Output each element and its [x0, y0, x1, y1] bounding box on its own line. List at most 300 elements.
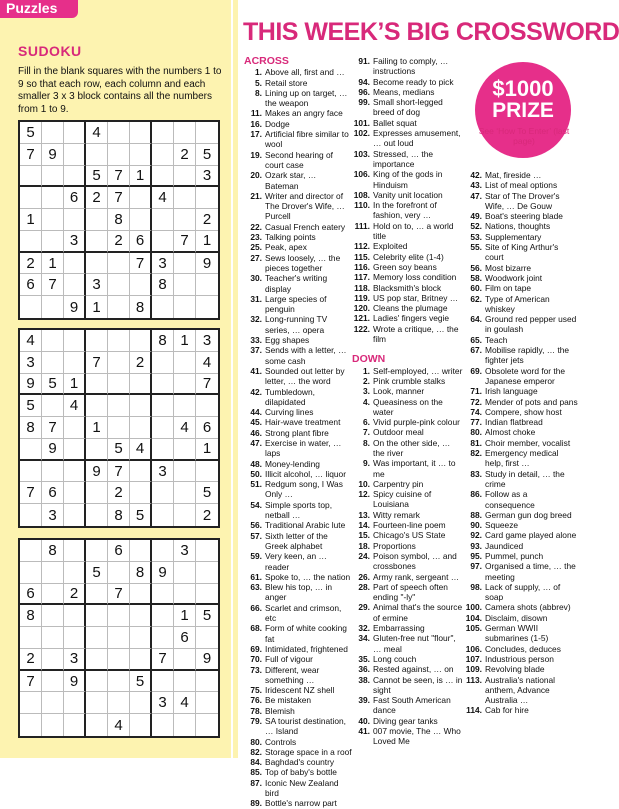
- clue-item: [352, 77, 464, 87]
- clue-item: [244, 685, 352, 695]
- sudoku-cell[interactable]: [64, 692, 86, 714]
- clue-number: 10.: [358, 478, 370, 489]
- clue-number: 8.: [255, 87, 262, 98]
- sudoku-cell[interactable]: [42, 231, 64, 253]
- sudoku-cell[interactable]: [152, 627, 174, 649]
- sudoku-cell[interactable]: [152, 374, 174, 396]
- sudoku-cell[interactable]: [130, 649, 152, 671]
- sudoku-cell[interactable]: [174, 274, 196, 296]
- sudoku-cell[interactable]: [86, 504, 108, 526]
- sudoku-cell[interactable]: [86, 231, 108, 253]
- sudoku-cell[interactable]: [152, 296, 174, 318]
- sudoku-cell: 3: [174, 540, 196, 562]
- sudoku-cell[interactable]: [20, 231, 42, 253]
- clue-item: [352, 530, 464, 540]
- sudoku-cell[interactable]: [130, 714, 152, 736]
- sudoku-cell: 4: [130, 439, 152, 461]
- clue-item: [464, 551, 579, 561]
- clue-number: 84.: [250, 757, 262, 768]
- clue-number: 8.: [363, 437, 370, 448]
- sudoku-cell[interactable]: [108, 374, 130, 396]
- clue-item: [244, 150, 352, 171]
- sudoku-cell[interactable]: [86, 584, 108, 606]
- clue-item: [352, 582, 464, 603]
- sudoku-cell[interactable]: [42, 296, 64, 318]
- clue-item: [464, 211, 579, 221]
- sudoku-cell[interactable]: [196, 627, 218, 649]
- sudoku-cell[interactable]: [64, 253, 86, 275]
- sudoku-cell[interactable]: [174, 562, 196, 584]
- sudoku-cell[interactable]: [196, 395, 218, 417]
- clue-number: 107.: [465, 653, 482, 664]
- sudoku-cell[interactable]: [108, 122, 130, 144]
- sudoku-cell[interactable]: [108, 649, 130, 671]
- sudoku-cell[interactable]: [174, 671, 196, 693]
- sudoku-cell[interactable]: [64, 439, 86, 461]
- clue-item: [244, 644, 352, 654]
- clue-item: [464, 232, 579, 242]
- sudoku-cell: 9: [42, 439, 64, 461]
- sudoku-cell[interactable]: [196, 714, 218, 736]
- sudoku-cell: 2: [202, 506, 212, 524]
- sudoku-cell[interactable]: [64, 330, 86, 352]
- clue-item: [464, 602, 579, 612]
- sudoku-cell: 7: [20, 144, 42, 166]
- sudoku-cell[interactable]: [174, 374, 196, 396]
- sudoku-cell[interactable]: [152, 395, 174, 417]
- clue-item: [464, 283, 579, 293]
- sudoku-cell[interactable]: [174, 352, 196, 374]
- sudoku-cell[interactable]: [130, 417, 152, 439]
- clue-item: [244, 716, 352, 737]
- sudoku-cell[interactable]: [130, 274, 152, 296]
- clue-number: 42.: [250, 386, 262, 397]
- sudoku-cell[interactable]: [130, 584, 152, 606]
- sudoku-cell[interactable]: [174, 296, 196, 318]
- clue-text: SA tourist destination, … Island: [265, 716, 347, 737]
- sudoku-cell[interactable]: [20, 166, 42, 188]
- sudoku-cell[interactable]: [86, 209, 108, 231]
- sudoku-cell[interactable]: [174, 122, 196, 144]
- clue-item: [464, 675, 579, 706]
- sudoku-cell[interactable]: [42, 166, 64, 188]
- clue-number: 48.: [250, 458, 262, 469]
- prize-amount: $1000: [492, 76, 554, 101]
- sudoku-cell[interactable]: [174, 482, 196, 504]
- sudoku-cell[interactable]: [64, 627, 86, 649]
- sudoku-cell[interactable]: [130, 187, 152, 209]
- sudoku-cell[interactable]: [174, 714, 196, 736]
- clue-number: 26.: [358, 571, 370, 582]
- clue-text: Small short-legged breed of dog: [373, 97, 443, 118]
- clue-number: 70.: [250, 654, 262, 665]
- sudoku-cell[interactable]: [196, 562, 218, 584]
- sudoku-cell[interactable]: [196, 122, 218, 144]
- clue-text: Obsolete word for the Japanese emperor: [485, 365, 566, 386]
- sudoku-cell[interactable]: [152, 482, 174, 504]
- clue-item: [244, 438, 352, 459]
- sudoku-cell[interactable]: [64, 540, 86, 562]
- sudoku-cell[interactable]: [152, 352, 174, 374]
- sudoku-cell[interactable]: [174, 253, 196, 275]
- clue-text: Illicit alcohol, … liquor: [265, 468, 346, 479]
- sudoku-cell[interactable]: [174, 504, 196, 526]
- sudoku-cell[interactable]: [64, 274, 86, 296]
- clue-number: 53.: [470, 231, 482, 242]
- sudoku-cell[interactable]: [152, 231, 174, 253]
- clue-number: 113.: [466, 674, 482, 685]
- sudoku-cell[interactable]: [64, 714, 86, 736]
- sudoku-cell[interactable]: [130, 482, 152, 504]
- sudoku-cell[interactable]: [86, 714, 108, 736]
- sudoku-cell[interactable]: [130, 330, 152, 352]
- sudoku-cell[interactable]: [42, 671, 64, 693]
- sudoku-cell[interactable]: [152, 714, 174, 736]
- clue-text: Exploited: [373, 241, 408, 252]
- sudoku-cell[interactable]: [108, 605, 130, 627]
- sudoku-cell[interactable]: [108, 692, 130, 714]
- sudoku-cell[interactable]: [64, 482, 86, 504]
- clue-item: [244, 222, 352, 232]
- sudoku-cell[interactable]: [42, 352, 64, 374]
- across-clue-list-cont: [352, 56, 464, 344]
- sudoku-cell[interactable]: [108, 296, 130, 318]
- sudoku-cell[interactable]: [64, 209, 86, 231]
- clue-text: Money-lending: [265, 458, 320, 469]
- clue-number: 2.: [363, 375, 370, 386]
- clue-number: 23.: [250, 232, 262, 243]
- clue-text: Sews loosely, … the pieces together: [265, 252, 341, 273]
- clue-text: Pummel, punch: [485, 550, 544, 561]
- clue-text: Animal that's the source of ermine: [373, 602, 463, 623]
- sudoku-cell[interactable]: [174, 461, 196, 483]
- sudoku-cell[interactable]: [174, 209, 196, 231]
- sudoku-cell[interactable]: [42, 627, 64, 649]
- sudoku-cell[interactable]: [20, 562, 42, 584]
- clue-item: [464, 469, 579, 490]
- sudoku-cell[interactable]: [130, 209, 152, 231]
- sudoku-cell[interactable]: [174, 187, 196, 209]
- clue-number: 111.: [354, 220, 370, 231]
- clue-item: [464, 489, 579, 510]
- sudoku-cell: 4: [20, 330, 42, 352]
- sudoku-cell[interactable]: [86, 605, 108, 627]
- sudoku-cell[interactable]: [86, 253, 108, 275]
- clue-text: Industrious person: [485, 653, 554, 664]
- sudoku-cell[interactable]: [174, 584, 196, 606]
- sudoku-cell[interactable]: [42, 461, 64, 483]
- clue-number: 22.: [250, 221, 262, 232]
- sudoku-cell[interactable]: [152, 144, 174, 166]
- sudoku-cell[interactable]: [108, 330, 130, 352]
- clue-text: Sends with a letter, … some cash: [265, 345, 347, 366]
- clue-item: [464, 180, 579, 190]
- sudoku-cell[interactable]: [64, 461, 86, 483]
- sudoku-cell[interactable]: [86, 540, 108, 562]
- clue-number: 43.: [470, 180, 482, 191]
- sudoku-cell: 7: [20, 671, 42, 693]
- sudoku-cell[interactable]: [196, 692, 218, 714]
- sudoku-cell[interactable]: [108, 562, 130, 584]
- clue-number: 16.: [250, 118, 262, 129]
- clue-number: 99.: [358, 97, 370, 108]
- sudoku-cell[interactable]: [130, 144, 152, 166]
- clue-number: 19.: [250, 149, 262, 160]
- sudoku-cell[interactable]: [174, 166, 196, 188]
- sudoku-cell[interactable]: [42, 692, 64, 714]
- clue-text: Intimidated, frightened: [265, 643, 348, 654]
- sudoku-cell: 6: [108, 540, 130, 562]
- sudoku-cell[interactable]: [152, 166, 174, 188]
- clue-item: [464, 448, 579, 469]
- sudoku-cell: 9: [64, 671, 86, 693]
- sudoku-cell[interactable]: [108, 395, 130, 417]
- clue-text: Ground red pepper used in goulash: [485, 314, 577, 335]
- clue-item: [464, 520, 579, 530]
- sudoku-cell[interactable]: [64, 122, 86, 144]
- sudoku-cell[interactable]: [42, 395, 64, 417]
- sudoku-cell[interactable]: [130, 692, 152, 714]
- sudoku-cell[interactable]: [152, 584, 174, 606]
- sudoku-cell[interactable]: [108, 352, 130, 374]
- sudoku-cell[interactable]: [64, 166, 86, 188]
- sudoku-cell: 8: [108, 504, 130, 526]
- sudoku-cell[interactable]: [130, 461, 152, 483]
- sudoku-cell[interactable]: [42, 714, 64, 736]
- sudoku-cell[interactable]: [64, 605, 86, 627]
- sudoku-cell[interactable]: [130, 122, 152, 144]
- sudoku-cell[interactable]: [64, 352, 86, 374]
- clue-text: Blew his top, … in anger: [265, 582, 333, 603]
- clue-text: Star of The Drover's Wife, … De Gouw: [485, 190, 560, 211]
- sudoku-cell: 7: [108, 461, 130, 483]
- clue-item: [244, 582, 352, 603]
- sudoku-cell: 5: [20, 122, 42, 144]
- clue-number: 80.: [250, 736, 262, 747]
- sudoku-cell: 3: [196, 330, 218, 352]
- sudoku-cell[interactable]: [130, 540, 152, 562]
- clue-item: [464, 582, 579, 603]
- sudoku-cell: 1: [86, 417, 108, 439]
- sudoku-cell[interactable]: [196, 274, 218, 296]
- down-clue-list-cont: [464, 170, 579, 716]
- sudoku-cell[interactable]: [20, 714, 42, 736]
- sudoku-cell[interactable]: [42, 187, 64, 209]
- clue-item: [244, 706, 352, 716]
- sudoku-cell[interactable]: [130, 395, 152, 417]
- clue-text: Peak, apex: [265, 242, 307, 253]
- clue-text: Long couch: [373, 653, 417, 664]
- clue-text: Vanity unit location: [373, 189, 443, 200]
- sudoku-cell[interactable]: [20, 296, 42, 318]
- sudoku-cell[interactable]: [64, 144, 86, 166]
- clue-number: 87.: [250, 777, 262, 788]
- clue-number: 117.: [354, 272, 370, 283]
- puzzles-tab: Puzzles: [0, 0, 78, 18]
- sudoku-cell[interactable]: [86, 144, 108, 166]
- sudoku-cell[interactable]: [152, 605, 174, 627]
- clue-number: 67.: [470, 345, 482, 356]
- sudoku-cell: 4: [196, 352, 218, 374]
- sudoku-cell: 1: [64, 374, 86, 396]
- sudoku-cell[interactable]: [196, 584, 218, 606]
- clue-text: Hair-wave treatment: [265, 417, 341, 428]
- sudoku-cell[interactable]: [152, 209, 174, 231]
- sudoku-cell[interactable]: [152, 504, 174, 526]
- clue-item: [464, 263, 579, 273]
- sudoku-cell[interactable]: [130, 374, 152, 396]
- clue-item: [244, 520, 352, 530]
- sudoku-cell[interactable]: [152, 540, 174, 562]
- clue-item: [464, 335, 579, 345]
- clue-number: 46.: [250, 427, 262, 438]
- sudoku-cell: 9: [20, 374, 42, 396]
- clue-item: [244, 665, 352, 686]
- clue-number: 110.: [354, 200, 370, 211]
- clue-item: [464, 407, 579, 417]
- clue-number: 35.: [358, 653, 370, 664]
- sudoku-cell[interactable]: [196, 540, 218, 562]
- sudoku-cell[interactable]: [174, 395, 196, 417]
- clue-number: 72.: [470, 396, 482, 407]
- sudoku-cell[interactable]: [196, 187, 218, 209]
- clue-item: [352, 386, 464, 396]
- sudoku-cell[interactable]: [42, 649, 64, 671]
- clue-item: [244, 767, 352, 777]
- sudoku-cell: 7: [42, 274, 64, 296]
- sudoku-cell[interactable]: [64, 504, 86, 526]
- sudoku-cell[interactable]: [64, 562, 86, 584]
- clue-text: Blacksmith's block: [373, 282, 442, 293]
- clue-item: [464, 654, 579, 664]
- clue-item: [464, 644, 579, 654]
- sudoku-cell[interactable]: [108, 671, 130, 693]
- sudoku-cell[interactable]: [20, 540, 42, 562]
- clue-number: 65.: [470, 334, 482, 345]
- sudoku-cell[interactable]: [86, 649, 108, 671]
- sudoku-cell[interactable]: [86, 627, 108, 649]
- clue-item: [352, 324, 464, 345]
- sudoku-cell[interactable]: [152, 417, 174, 439]
- clue-text: Tumbledown, dilapidated: [265, 386, 315, 407]
- sudoku-cell: 6: [130, 231, 152, 253]
- sudoku-cell[interactable]: [86, 395, 108, 417]
- sudoku-cell[interactable]: [20, 439, 42, 461]
- clue-number: 51.: [250, 479, 262, 490]
- clue-number: 45.: [250, 417, 262, 428]
- clue-text: Revolving blade: [485, 664, 545, 675]
- sudoku-cell[interactable]: [42, 209, 64, 231]
- sudoku-cell[interactable]: [196, 461, 218, 483]
- clue-number: 47.: [250, 437, 262, 448]
- clue-text: Blemish: [265, 705, 295, 716]
- sudoku-cell: 2: [64, 584, 86, 606]
- clue-text: Witty remark: [373, 509, 420, 520]
- sudoku-cell[interactable]: [108, 627, 130, 649]
- sudoku-cell[interactable]: [108, 417, 130, 439]
- clue-text: Cannot be seen, is … in sight: [373, 674, 463, 695]
- clue-number: 63.: [250, 582, 262, 593]
- clue-number: 89.: [250, 798, 262, 809]
- sudoku-cell[interactable]: [20, 627, 42, 649]
- sudoku-cell[interactable]: [152, 122, 174, 144]
- sudoku-cell: 2: [196, 209, 218, 231]
- clue-number: 90.: [470, 520, 482, 531]
- sudoku-cell[interactable]: [20, 461, 42, 483]
- clue-number: 31.: [250, 293, 262, 304]
- sudoku-cell[interactable]: [42, 605, 64, 627]
- sudoku-cell[interactable]: [152, 671, 174, 693]
- clue-text: Gluten-free nut "flour", … meal: [373, 633, 456, 654]
- sudoku-cell[interactable]: [86, 330, 108, 352]
- sudoku-cell[interactable]: [20, 187, 42, 209]
- clue-number: 120.: [353, 303, 370, 314]
- sudoku-cell[interactable]: [20, 692, 42, 714]
- clue-number: 24.: [358, 550, 370, 561]
- clue-item: [464, 345, 579, 366]
- sudoku-cell[interactable]: [20, 504, 42, 526]
- clue-item: [464, 314, 579, 335]
- sudoku-cell[interactable]: [174, 649, 196, 671]
- clue-item: [244, 170, 352, 191]
- sudoku-cell[interactable]: [42, 584, 64, 606]
- sudoku-cell[interactable]: [196, 296, 218, 318]
- clue-text: Egg shapes: [265, 335, 310, 346]
- sudoku-cell[interactable]: [108, 274, 130, 296]
- clue-text: Organised a time, … the meeting: [485, 561, 576, 582]
- sudoku-cell[interactable]: [130, 605, 152, 627]
- clue-number: 7.: [363, 427, 370, 438]
- clue-text: Strong plant fibre: [265, 427, 329, 438]
- sudoku-cell[interactable]: [152, 439, 174, 461]
- clue-number: 15.: [358, 530, 370, 541]
- sudoku-cell[interactable]: [64, 417, 86, 439]
- sudoku-cell[interactable]: [42, 330, 64, 352]
- sudoku-cell: 7: [130, 253, 152, 275]
- sudoku-cell[interactable]: [42, 562, 64, 584]
- clue-text: Mobilise rapidly, … the fighter jets: [485, 345, 570, 366]
- sudoku-cell[interactable]: [108, 144, 130, 166]
- sudoku-cell[interactable]: [86, 482, 108, 504]
- sudoku-cell[interactable]: [196, 671, 218, 693]
- clue-number: 101.: [353, 117, 370, 128]
- sudoku-cell[interactable]: [86, 374, 108, 396]
- sudoku-cell: 3: [64, 231, 86, 253]
- sudoku-cell[interactable]: [86, 692, 108, 714]
- clue-number: 32.: [358, 623, 370, 634]
- clue-text: King of the gods in Hinduism: [373, 169, 443, 190]
- clue-number: 33.: [250, 335, 262, 346]
- clue-text: Proportions: [373, 540, 416, 551]
- sudoku-cell[interactable]: [108, 253, 130, 275]
- clue-item: [464, 541, 579, 551]
- sudoku-cell[interactable]: [86, 439, 108, 461]
- clue-text: Outdoor meal: [373, 427, 424, 438]
- sudoku-cell[interactable]: [174, 439, 196, 461]
- clue-number: 17.: [250, 129, 262, 140]
- sudoku-cell: 2: [20, 253, 42, 275]
- sudoku-cell[interactable]: [42, 122, 64, 144]
- clue-item: [244, 232, 352, 242]
- sudoku-cell: 9: [196, 649, 218, 671]
- sudoku-cell: 9: [42, 144, 64, 166]
- clue-item: [464, 530, 579, 540]
- clue-item: [464, 510, 579, 520]
- clue-number: 109.: [465, 664, 482, 675]
- sudoku-cell[interactable]: [86, 671, 108, 693]
- sudoku-cell[interactable]: [130, 627, 152, 649]
- clue-number: 47.: [470, 190, 482, 201]
